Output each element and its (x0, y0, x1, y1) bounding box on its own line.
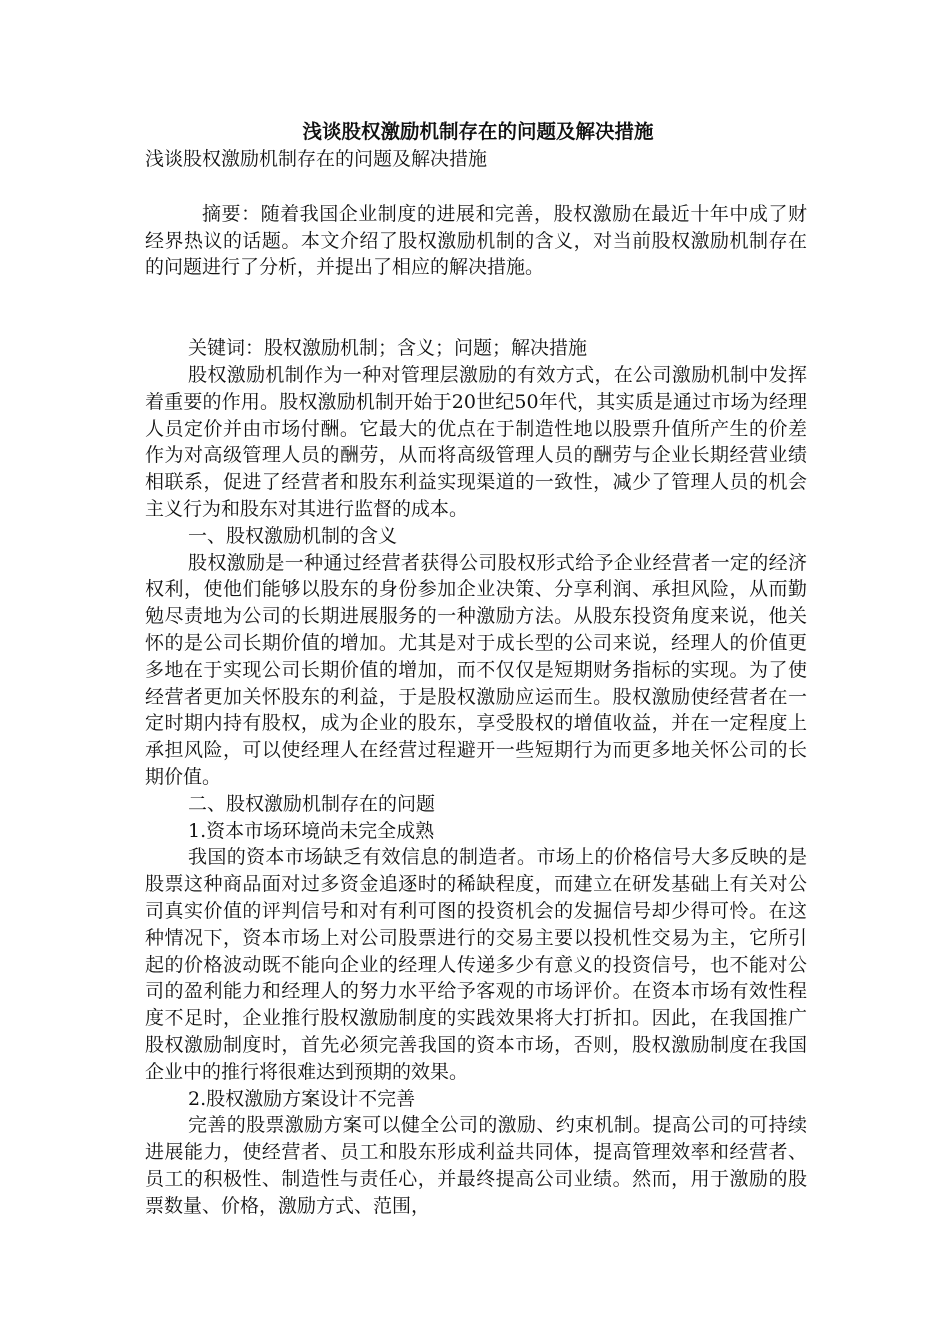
document-subtitle: 浅谈股权激励机制存在的问题及解决措施 (145, 148, 488, 170)
section-2-heading: 二、股权激励机制存在的问题 (188, 792, 436, 815)
section-1-paragraph: 股权激励是一种通过经营者获得公司股权形式给予企业经营者一定的经济权利，使他们能够以股东的身份参加企业决策、分享利润、承担风险，从而勤勉尽责地为公司的长期进展服务的一种激励方法。从股东投资角度来说，他关怀的是公司长期价值的增加。尤其是对于成长型的公司来说，经理人的价值更多地在于实现公司长期价值的增加，而不仅仅是短期财务指标的实现。为了使经营者更加关怀股东的利益，于是股权激励应运而生。股权激励使经营者在一定时期内持有股权，成为企业的股东，享受股权的增值收益，并在一定程度上承担风险，可以使经理人在经营过程避开一些短期行为而更多地关怀公司的长期价值。 (145, 551, 807, 788)
keywords-line: 关键词：股权激励机制；含义；问题；解决措施 (188, 337, 588, 360)
abstract-paragraph: 摘要：随着我国企业制度的进展和完善，股权激励在最近十年中成了财经界热议的话题。本文介绍了股权激励机制的含义，对当前股权激励机制存在的问题进行了分析，并提出了相应的解决措施。 (145, 202, 807, 279)
document-page (145, 118, 807, 1219)
spacer (145, 281, 807, 335)
document-title: 浅谈股权激励机制存在的问题及解决措施 (302, 120, 654, 143)
subsection-1-heading: 1.资本市场环境尚未完全成熟 (188, 819, 435, 842)
section-1-heading: 一、股权激励机制的含义 (188, 524, 398, 547)
subsection-2-paragraph: 完善的股票激励方案可以健全公司的激励、约束机制。提高公司的可持续进展能力，使经营者、员工和股东形成利益共同体，提高管理效率和经营者、员工的积极性、制造性与责任心，并最终提高公司业绩。然而，用于激励的股票数量、价格，激励方式、范围， (145, 1114, 807, 1217)
subsection-2-heading: 2.股权激励方案设计不完善 (188, 1087, 416, 1110)
subsection-1-paragraph: 我国的资本市场缺乏有效信息的制造者。市场上的价格信号大多反映的是股票这种商品面对过多资金追逐时的稀缺程度，而建立在研发基础上有关对公司真实价值的评判信号和对有利可图的投资机会的发掘信号却少得可怜。在这种情况下，资本市场上对公司股票进行的交易主要以投机性交易为主，它所引起的价格波动既不能向企业的经理人传递多少有意义的投资信号，也不能对公司的盈利能力和经理人的努力水平给予客观的市场评价。在资本市场有效性程度不足时，企业推行股权激励制度的实践效果将大打折扣。因此，在我国推广股权激励制度时，首先必须完善我国的资本市场，否则，股权激励制度在我国企业中的推行将很难达到预期的效果。 (145, 846, 807, 1083)
intro-paragraph: 股权激励机制作为一种对管理层激励的有效方式，在公司激励机制中发挥着重要的作用。股权激励机制开始于20世纪50年代，其实质是通过市场为经理人员定价并由市场付酬。它最大的优点在于制造性地以股票升值所产生的价差作为对高级管理人员的酬劳，从而将高级管理人员的酬劳与企业长期经营业绩相联系，促进了经营者和股东利益实现渠道的一致性，减少了管理人员的机会主义行为和股东对其进行监督的成本。 (145, 363, 807, 520)
